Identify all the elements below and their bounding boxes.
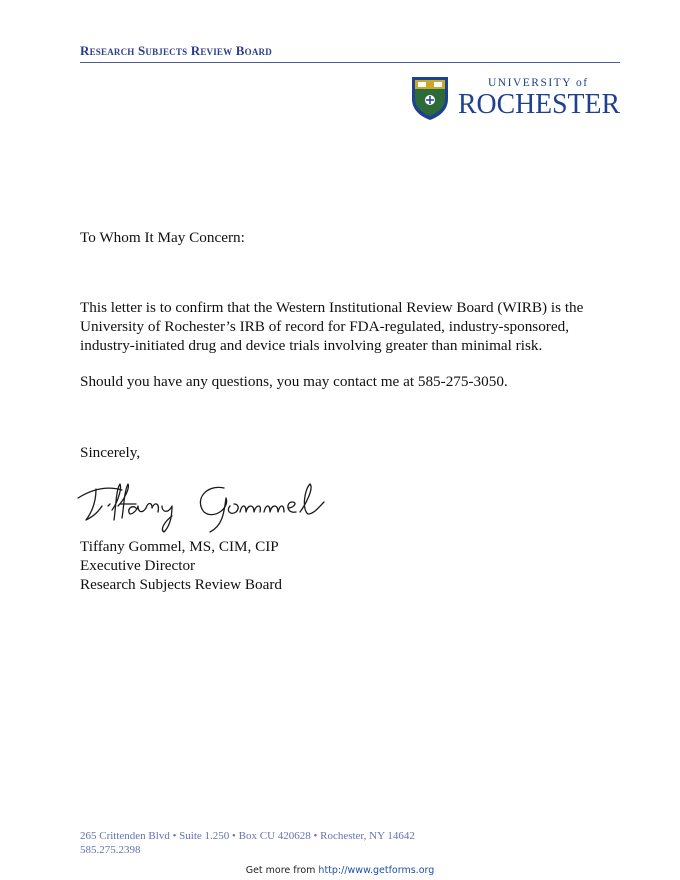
getforms-link[interactable]: http://www.getforms.org: [318, 865, 435, 876]
closing: Sincerely,: [80, 444, 141, 461]
contact-paragraph: Should you have any questions, you may contact me at 585-275-3050.: [80, 373, 508, 390]
footer-address: 265 Crittenden Blvd • Suite 1.250 • Box CU 420628 • Rochester, NY 14642: [80, 830, 415, 842]
salutation: To Whom It May Concern:: [80, 229, 245, 246]
signer-organization: Research Subjects Review Board: [80, 576, 283, 593]
university-logo: [408, 71, 622, 121]
confirmation-paragraph: [80, 298, 583, 355]
logo-rochester-text: ROCHESTER: [458, 88, 621, 120]
signer-title: Executive Director: [80, 557, 196, 574]
logo-university-text: UNIVERSITY of: [488, 77, 589, 89]
header-rule: [80, 62, 620, 63]
getmore-banner: [0, 865, 680, 876]
signer-name: Tiffany Gommel, MS, CIM, CIP: [80, 538, 279, 555]
paragraph-line: University of Rochester’s IRB of record for FDA-regulated, industry-sponsored,: [80, 318, 569, 335]
shield-icon: [412, 77, 448, 120]
paragraph-line: This letter is to confirm that the Western Institutional Review Board (WIRB) is the: [80, 299, 584, 316]
paragraph-line: industry-initiated drug and device trials involving greater than minimal risk.: [80, 337, 543, 354]
footer-address-block: [80, 829, 415, 857]
footer-phone: 585.275.2398: [80, 844, 141, 856]
getmore-prefix: Get more from: [245, 865, 319, 876]
handwritten-signature: [74, 476, 336, 536]
department-heading: Research Subjects Review Board: [80, 43, 272, 58]
signer-block: [80, 537, 282, 594]
